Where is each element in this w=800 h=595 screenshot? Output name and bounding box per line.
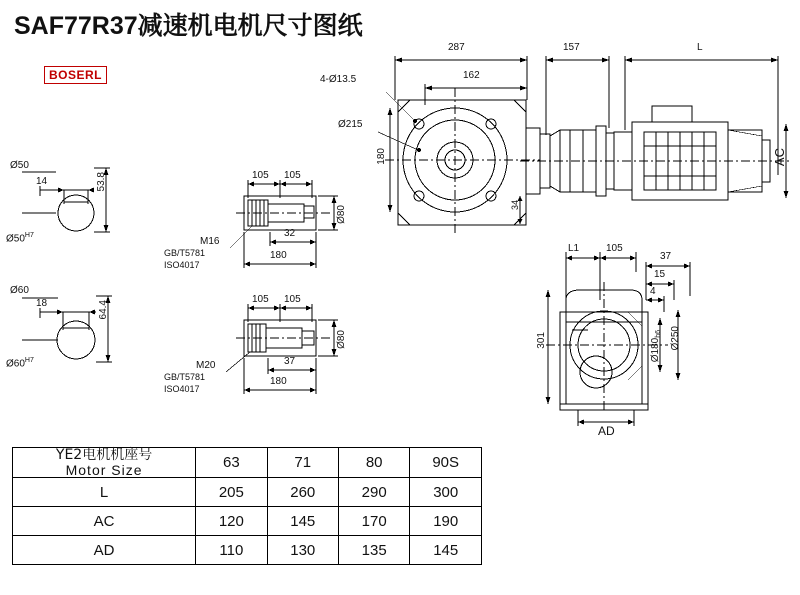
table-cell: 71 bbox=[267, 448, 338, 478]
table-cell: 145 bbox=[267, 507, 338, 536]
brand-logo: BOSERL bbox=[44, 66, 107, 84]
table-cell: 63 bbox=[196, 448, 267, 478]
detail2-iso-label: ISO4017 bbox=[164, 384, 200, 394]
motor-size-table bbox=[12, 447, 482, 565]
detail2-37-label: 37 bbox=[284, 356, 296, 367]
shaft1-o50-label: Ø50 bbox=[10, 160, 29, 171]
table-row-label-L: L bbox=[13, 478, 196, 507]
page-title: SAF77R37减速机电机尺寸图纸 bbox=[14, 12, 363, 40]
detail1-m16-label: M16 bbox=[200, 236, 220, 247]
detail2-105a-label: 105 bbox=[252, 294, 269, 305]
detail1-gb-label: GB/T5781 bbox=[164, 248, 206, 258]
dim-105-label: 105 bbox=[606, 243, 623, 254]
table-cell: 130 bbox=[267, 536, 338, 565]
table-header-en: Motor Size bbox=[65, 461, 143, 478]
dim-157-label: 157 bbox=[563, 42, 580, 53]
shaft2-644-label: 64.4 bbox=[98, 300, 109, 320]
dim-AD-label: AD bbox=[598, 424, 615, 438]
detail2-o80-label: Ø80 bbox=[336, 330, 347, 349]
table-row bbox=[13, 478, 482, 507]
dim-287-label: 287 bbox=[448, 42, 465, 53]
dim-34-label: 34 bbox=[510, 200, 520, 211]
table-cell: 260 bbox=[267, 478, 338, 507]
dim-37-label: 37 bbox=[660, 251, 672, 262]
dim-162-label: 162 bbox=[463, 70, 480, 81]
table-row bbox=[13, 507, 482, 536]
table-cell: 205 bbox=[196, 478, 267, 507]
table-cell: 120 bbox=[196, 507, 267, 536]
table-cell: 135 bbox=[338, 536, 409, 565]
dim-o180-label: $Ø180_{h6}$ bbox=[650, 330, 662, 363]
detail1-32-label: 32 bbox=[284, 228, 296, 239]
table-row bbox=[13, 448, 482, 478]
detail2-105b-label: 105 bbox=[284, 294, 301, 305]
table-cell: 110 bbox=[196, 536, 267, 565]
table-cell: 300 bbox=[410, 478, 482, 507]
table-cell: 145 bbox=[410, 536, 482, 565]
detail2-180-label: 180 bbox=[270, 376, 287, 387]
detail2-gb-label: GB/T5781 bbox=[164, 372, 206, 382]
hole-note-label: 4-Ø13.5 bbox=[320, 74, 357, 85]
shaft1-538-label: 53.8 bbox=[96, 172, 107, 192]
table-cell: 170 bbox=[338, 507, 409, 536]
bore-215-label: Ø215 bbox=[338, 119, 363, 130]
detail1-105a-label: 105 bbox=[252, 170, 269, 181]
dim-4-label: 4 bbox=[650, 286, 656, 297]
shaft2-o60-label: Ø60 bbox=[10, 285, 29, 296]
table-cell: 190 bbox=[410, 507, 482, 536]
table-cell: 290 bbox=[338, 478, 409, 507]
dim-301-label: 301 bbox=[536, 332, 547, 349]
shaft2-o60h7-label: $Ø60^{H7}$ bbox=[6, 357, 34, 370]
shaft1-o50h7-label: $Ø50^{H7}$ bbox=[6, 232, 34, 245]
dim-15-label: 15 bbox=[654, 269, 666, 280]
table-row bbox=[13, 536, 482, 565]
table-row-label-AC: AC bbox=[13, 507, 196, 536]
dim-AC-label: AC bbox=[772, 148, 787, 167]
dim-L-label: L bbox=[697, 42, 703, 53]
table-cell: 80 bbox=[338, 448, 409, 478]
detail1-105b-label: 105 bbox=[284, 170, 301, 181]
table-cell: 90S bbox=[410, 448, 482, 478]
table-row-label-AD: AD bbox=[13, 536, 196, 565]
table-header-motor-size bbox=[13, 448, 196, 478]
detail1-iso-label: ISO4017 bbox=[164, 260, 200, 270]
detail2-m20-label: M20 bbox=[196, 360, 216, 371]
detail1-180-label: 180 bbox=[270, 250, 287, 261]
dim-180-label: 180 bbox=[376, 148, 387, 165]
table-header-cn: YE2电机机座号 bbox=[55, 447, 153, 463]
detail1-o80-label: Ø80 bbox=[336, 205, 347, 224]
shaft1-14-label: 14 bbox=[36, 176, 48, 187]
dim-L1-label: L1 bbox=[568, 243, 580, 254]
dim-o250-label: Ø250 bbox=[670, 326, 681, 351]
shaft2-18-label: 18 bbox=[36, 298, 48, 309]
